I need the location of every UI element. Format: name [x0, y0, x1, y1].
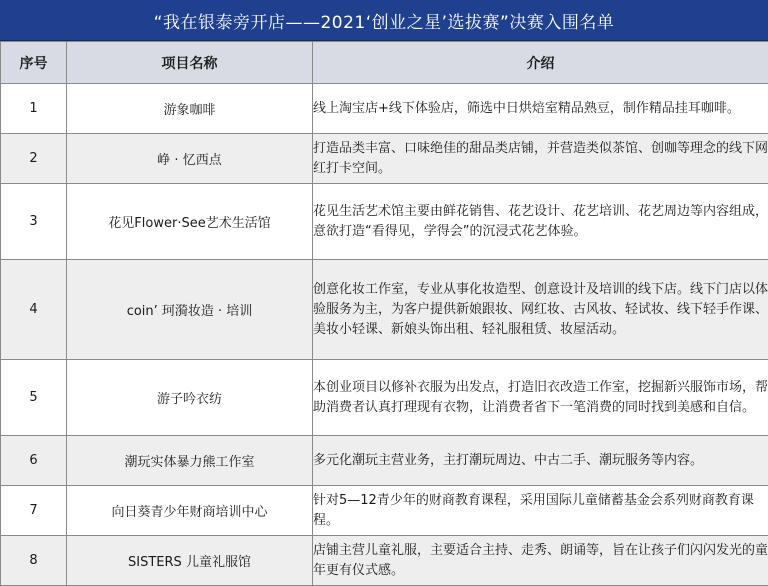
project-name: SISTERS 儿童礼服馆	[67, 536, 313, 586]
project-name: coin’ 珂漪妆造 · 培训	[67, 260, 313, 360]
table-row	[1, 184, 768, 260]
project-intro: 针对5—12青少年的财商教育课程，采用国际儿童储蓄基金会系列财商教育课程。	[313, 486, 768, 536]
project-name: 潮玩实体暴力熊工作室	[67, 436, 313, 486]
project-intro: 线上淘宝店+线下体验店，筛选中日烘焙室精品熟豆，制作精品挂耳咖啡。	[313, 84, 768, 134]
table-row	[1, 134, 768, 184]
project-name: 花见Flower·See艺术生活馆	[67, 184, 313, 260]
header-project-name: 项目名称	[67, 42, 313, 84]
finalist-table	[0, 41, 768, 586]
row-number: 1	[1, 84, 67, 134]
row-number: 6	[1, 436, 67, 486]
project-intro: 花见生活艺术馆主要由鲜花销售、花艺设计、花艺培训、花艺周边等内容组成，意欲打造“看得见，学得会”的沉浸式花艺体验。	[313, 184, 768, 260]
table-row	[1, 486, 768, 536]
row-number: 3	[1, 184, 67, 260]
row-number: 4	[1, 260, 67, 360]
table-row	[1, 360, 768, 436]
project-intro: 店铺主营儿童礼服，主要适合主持、走秀、朗诵等，旨在让孩子们闪闪发光的童年更有仪式感。	[313, 536, 768, 586]
table-row	[1, 84, 768, 134]
project-name: 峥 · 忆西点	[67, 134, 313, 184]
table-row	[1, 436, 768, 486]
row-number: 2	[1, 134, 67, 184]
sheet-title: “我在银泰旁开店——2021‘创业之星’选拔赛”决赛入围名单	[0, 0, 768, 41]
row-number: 5	[1, 360, 67, 436]
table-row	[1, 260, 768, 360]
row-number: 8	[1, 536, 67, 586]
project-intro: 打造品类丰富、口味绝佳的甜品类店铺，并营造类似茶馆、创咖等理念的线下网红打卡空间。	[313, 134, 768, 184]
project-name: 游象咖啡	[67, 84, 313, 134]
project-intro: 本创业项目以修补衣服为出发点，打造旧衣改造工作室，挖掘新兴服饰市场，帮助消费者认真打理现有衣物，让消费者省下一笔消费的同时找到美感和自信。	[313, 360, 768, 436]
header-introduction: 介绍	[313, 42, 768, 84]
header-number: 序号	[1, 42, 67, 84]
project-intro: 多元化潮玩主营业务，主打潮玩周边、中古二手、潮玩服务等内容。	[313, 436, 768, 486]
header-row	[1, 42, 768, 84]
row-number: 7	[1, 486, 67, 536]
project-name: 向日葵青少年财商培训中心	[67, 486, 313, 536]
project-intro: 创意化妆工作室，专业从事化妆造型、创意设计及培训的线下店。线下门店以体验服务为主，为客户提供新娘跟妆、网红妆、古风妆、轻试妆、线下轻手作课、美妆小轻课、新娘头饰出租、轻礼服租赁、妆屋活动。	[313, 260, 768, 360]
project-name: 游子吟衣纺	[67, 360, 313, 436]
table-row	[1, 536, 768, 586]
